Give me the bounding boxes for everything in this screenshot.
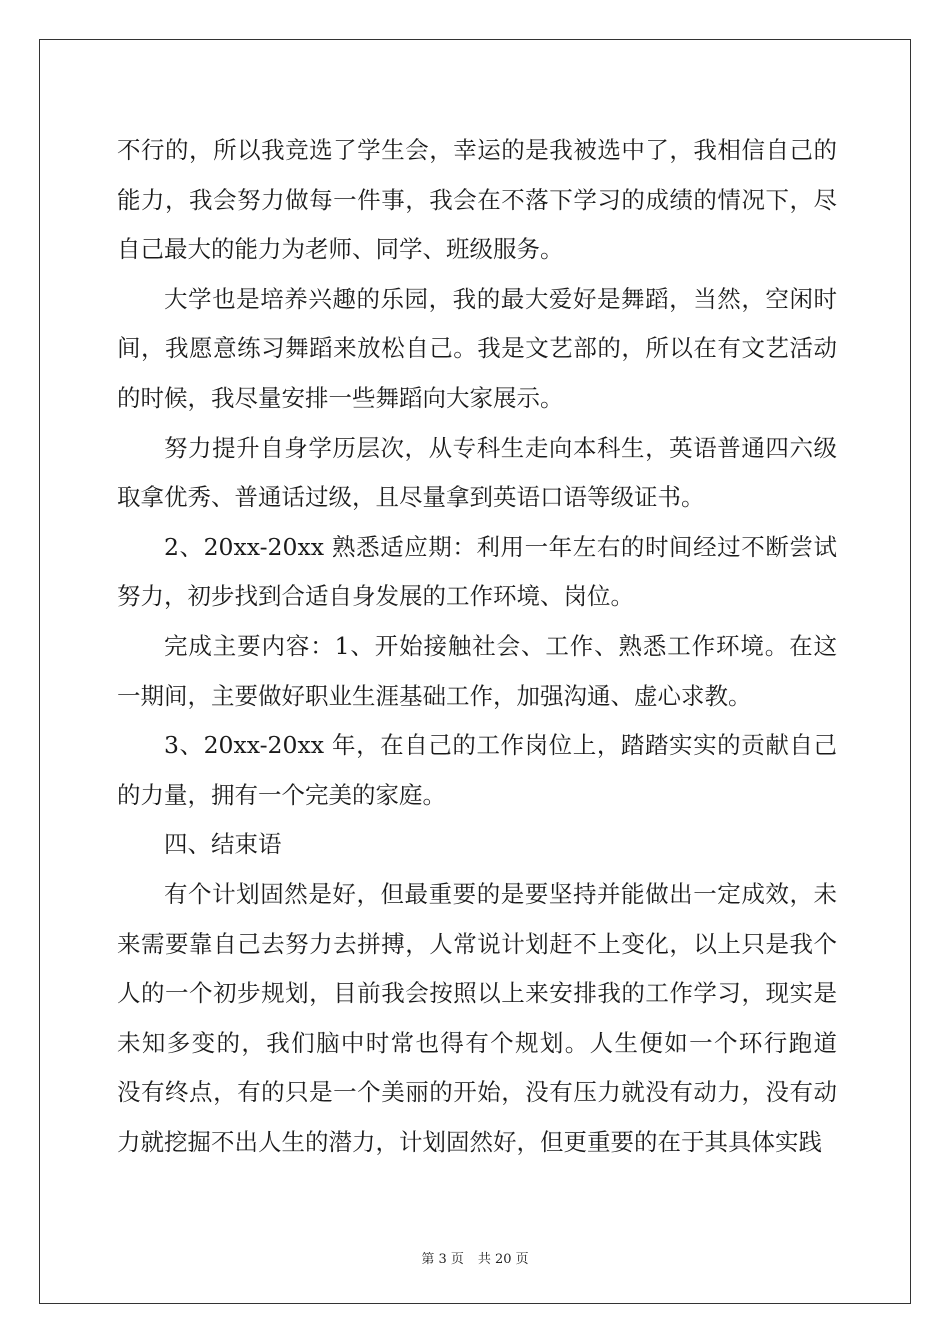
paragraph <box>117 275 837 424</box>
paragraph <box>117 870 837 1168</box>
text-line: 四、结束语 <box>164 830 282 859</box>
document-body <box>117 126 837 1167</box>
text-line: 2、20xx-20xx 熟悉适应期：利用一年左右的时间经过不断尝试 <box>164 532 837 561</box>
text-line: 来需要靠自己去努力去拼搏，人常说计划赶不上变化，以上只是我个 <box>117 929 837 958</box>
page-footer <box>0 1248 950 1267</box>
paragraph <box>117 424 837 523</box>
text-line: 取拿优秀、普通话过级，且尽量拿到英语口语等级证书。 <box>117 483 705 512</box>
text-line: 努力提升自身学历层次，从专科生走向本科生，英语普通四六级 <box>164 433 837 462</box>
text-line: 人的一个初步规划，目前我会按照以上来安排我的工作学习，现实是 <box>117 979 837 1008</box>
paragraph <box>117 622 837 721</box>
text-line: 大学也是培养兴趣的乐园，我的最大爱好是舞蹈，当然，空闲时 <box>164 284 837 313</box>
text-line: 自己最大的能力为老师、同学、班级服务。 <box>117 235 564 264</box>
text-line: 间，我愿意练习舞蹈来放松自己。我是文艺部的，所以在有文艺活动 <box>117 334 837 363</box>
page-total: 共 20 页 <box>477 1252 529 1267</box>
paragraph <box>117 820 837 870</box>
text-line: 力就挖掘不出人生的潜力，计划固然好，但更重要的在于其具体实践 <box>117 1127 822 1156</box>
text-line: 能力，我会努力做每一件事，我会在不落下学习的成绩的情况下，尽 <box>117 185 837 214</box>
text-line: 没有终点，有的只是一个美丽的开始，没有压力就没有动力，没有动 <box>117 1078 837 1107</box>
text-line: 完成主要内容：1、开始接触社会、工作、熟悉工作环境。在这 <box>164 631 837 660</box>
text-line: 努力，初步找到合适自身发展的工作环境、岗位。 <box>117 582 634 611</box>
text-line: 未知多变的，我们脑中时常也得有个规划。人生便如一个环行跑道 <box>117 1028 837 1057</box>
text-line: 一期间，主要做好职业生涯基础工作，加强沟通、虚心求教。 <box>117 681 752 710</box>
paragraph <box>117 523 837 622</box>
text-line: 不行的，所以我竞选了学生会，幸运的是我被选中了，我相信自己的 <box>117 136 837 164</box>
paragraph <box>117 126 837 275</box>
text-line: 3、20xx-20xx 年，在自己的工作岗位上，踏踏实实的贡献自己 <box>164 731 837 760</box>
page-number: 第 3 页 <box>421 1252 464 1267</box>
paragraph <box>117 721 837 820</box>
text-line: 有个计划固然是好，但最重要的是要坚持并能做出一定成效，未 <box>164 879 837 908</box>
text-line: 的力量，拥有一个完美的家庭。 <box>117 780 446 809</box>
text-line: 的时候，我尽量安排一些舞蹈向大家展示。 <box>117 383 564 412</box>
